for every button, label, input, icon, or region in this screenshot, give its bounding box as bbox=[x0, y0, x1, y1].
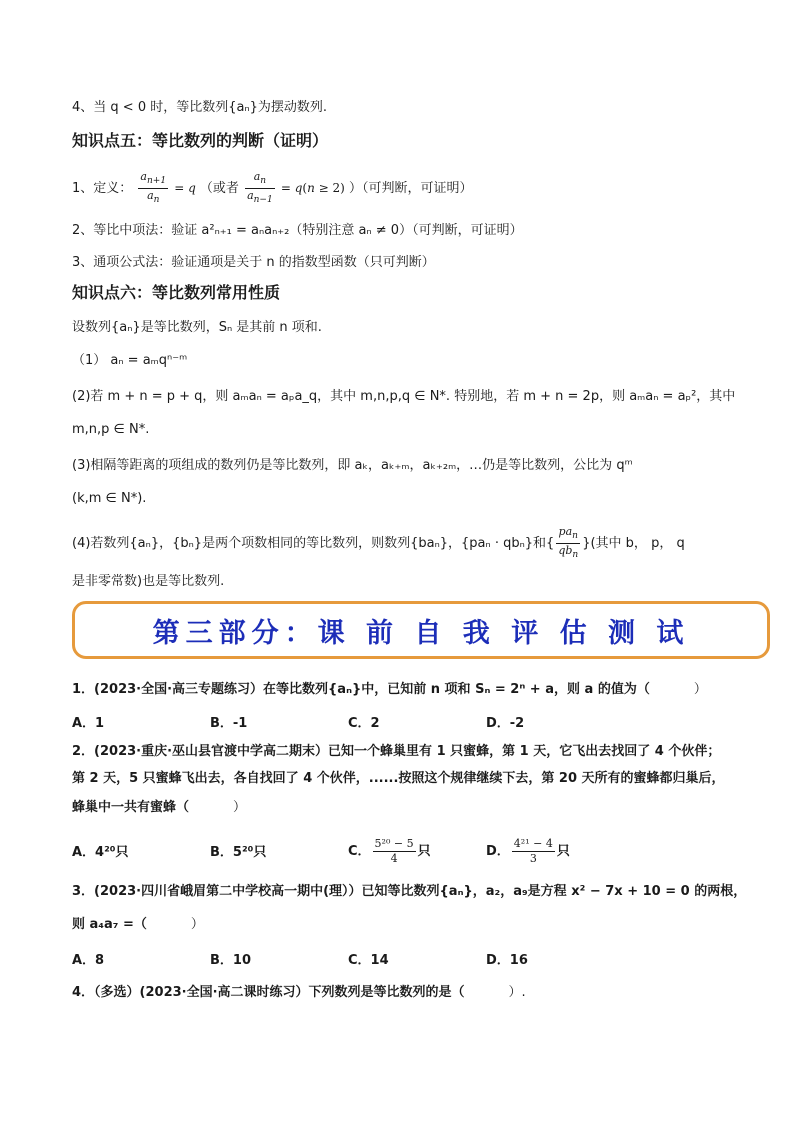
q2-option-b[interactable]: B．5²⁰只 bbox=[210, 845, 267, 860]
property-4-fraction: $\frac{pa_n}{qb_n}$ bbox=[558, 525, 579, 561]
question-2-line1: 2．(2023·重庆·巫山县官渡中学高二期末）已知一个蜂巢里有 1 只蜜蜂，第 1 天，它飞出去找回了 4 个伙伴； bbox=[72, 744, 721, 759]
property-3-line2: (k,m ∈ N*). bbox=[72, 491, 147, 506]
knowledge-line-4: 4、当 q < 0 时，等比数列{aₙ}为摆动数列. bbox=[72, 100, 328, 115]
question-1-text: 1．(2023·全国·高三专题练习）在等比数列{aₙ}中，已知前 n 项和 Sₙ = 2ⁿ + a，则 a 的值为（ bbox=[72, 682, 650, 697]
q1-option-a[interactable]: A．1 bbox=[72, 716, 105, 731]
q1-option-d[interactable]: D．-2 bbox=[486, 716, 525, 731]
definition-mid: （或者 bbox=[199, 181, 239, 197]
geometric-mean-item: 2、等比中项法：验证 a²ₙ₊₁ = aₙaₙ₊₂（特别注意 aₙ ≠ 0）（可判断，可证明） bbox=[72, 223, 523, 238]
general-term-item: 3、通项公式法：验证通项是关于 n 的指数型函数（只可判断） bbox=[72, 255, 435, 270]
q3-option-c[interactable]: C．14 bbox=[348, 953, 389, 968]
section-heading-5: 知识点五：等比数列的判断（证明） bbox=[72, 131, 329, 150]
property-4-line1 bbox=[72, 525, 754, 562]
property-4-line2: 是非零常数)也是等比数列. bbox=[72, 574, 225, 589]
question-3-line1: 3．(2023·四川省峨眉第二中学校高一期中(理））已知等比数列{aₙ}，a₂，a₉是方程 x² − 7x + 10 = 0 的两根， bbox=[72, 884, 747, 899]
property-4-text-b: }(其中 b， p， q bbox=[582, 536, 685, 552]
property-intro: 设数列{aₙ}是等比数列，Sₙ 是其前 n 项和. bbox=[72, 320, 322, 335]
q1-option-b[interactable]: B．-1 bbox=[210, 716, 248, 731]
q3-option-b[interactable]: B．10 bbox=[210, 953, 251, 968]
question-2-line3: 蜂巢中一共有蜜蜂（ ） bbox=[72, 800, 247, 815]
ratio-fraction-alt: $\frac{a_n}{a_{n-1}}$ bbox=[247, 170, 273, 206]
definition-prefix: 1、定义： bbox=[72, 181, 133, 197]
q2-option-d[interactable]: D． $\frac{\text{4²¹ − 4}}{3}$ 只 bbox=[486, 837, 570, 865]
q2-option-c[interactable]: C． $\frac{\text{5²⁰ − 5}}{4}$ 只 bbox=[348, 837, 431, 865]
definition-suffix: ）（可判断，可证明） bbox=[348, 181, 473, 197]
q3-option-a[interactable]: A．8 bbox=[72, 953, 105, 968]
part-three-banner bbox=[72, 601, 770, 659]
section-heading-6: 知识点六：等比数列常用性质 bbox=[72, 283, 281, 302]
question-3-line2: 则 a₄a₇ =（ ） bbox=[72, 917, 204, 932]
property-3-line1: (3)相隔等距离的项组成的数列仍是等比数列，即 aₖ，aₖ₊ₘ，aₖ₊₂ₘ，…仍是等比数列，公比为 qᵐ bbox=[72, 458, 633, 473]
question-2-line2: 第 2 天，5 只蜜蜂飞出去，各自找回了 4 个伙伴，......按照这个规律继续下去，第 20 天所有的蜜蜂都归巢后， bbox=[72, 771, 725, 786]
property-2-line2: m,n,p ∈ N*. bbox=[72, 422, 150, 437]
banner-title: 第三部分：课 前 自 我 评 估 测 试 bbox=[152, 617, 690, 649]
q1-option-c[interactable]: C．2 bbox=[348, 716, 380, 731]
ratio-fraction: $\frac{a_{n+1}}{a_n}$ bbox=[140, 170, 167, 206]
question-4-stem: 4．（多选）(2023·全国·高二课时练习）下列数列是等比数列的是（ ）. bbox=[72, 985, 526, 1000]
property-1: （1） aₙ = aₘqⁿ⁻ᵐ bbox=[72, 353, 188, 368]
q3-option-d[interactable]: D．16 bbox=[486, 953, 528, 968]
property-4-text-a: (4)若数列{aₙ}，{bₙ}是两个项数相同的等比数列，则数列{baₙ}，{paₙ · qbₙ}和{ bbox=[72, 536, 555, 552]
definition-item: 1、定义： $\frac{a_{n+1}}{a_n}$ = q （或者 $\frac{a_n}{a_{n-1}}$ = q(n ≥ 2) ）（可判断，可证明） bbox=[72, 170, 473, 206]
property-2-line1: (2)若 m + n = p + q，则 aₘaₙ = aₚa_q，其中 m,n,p,q ∈ N*. 特别地，若 m + n = 2p，则 aₘaₙ = aₚ²，其中 bbox=[72, 389, 736, 404]
q2-option-a[interactable]: A．4²⁰只 bbox=[72, 845, 129, 860]
question-1-paren: ） bbox=[693, 682, 707, 697]
question-1-stem bbox=[72, 680, 707, 700]
